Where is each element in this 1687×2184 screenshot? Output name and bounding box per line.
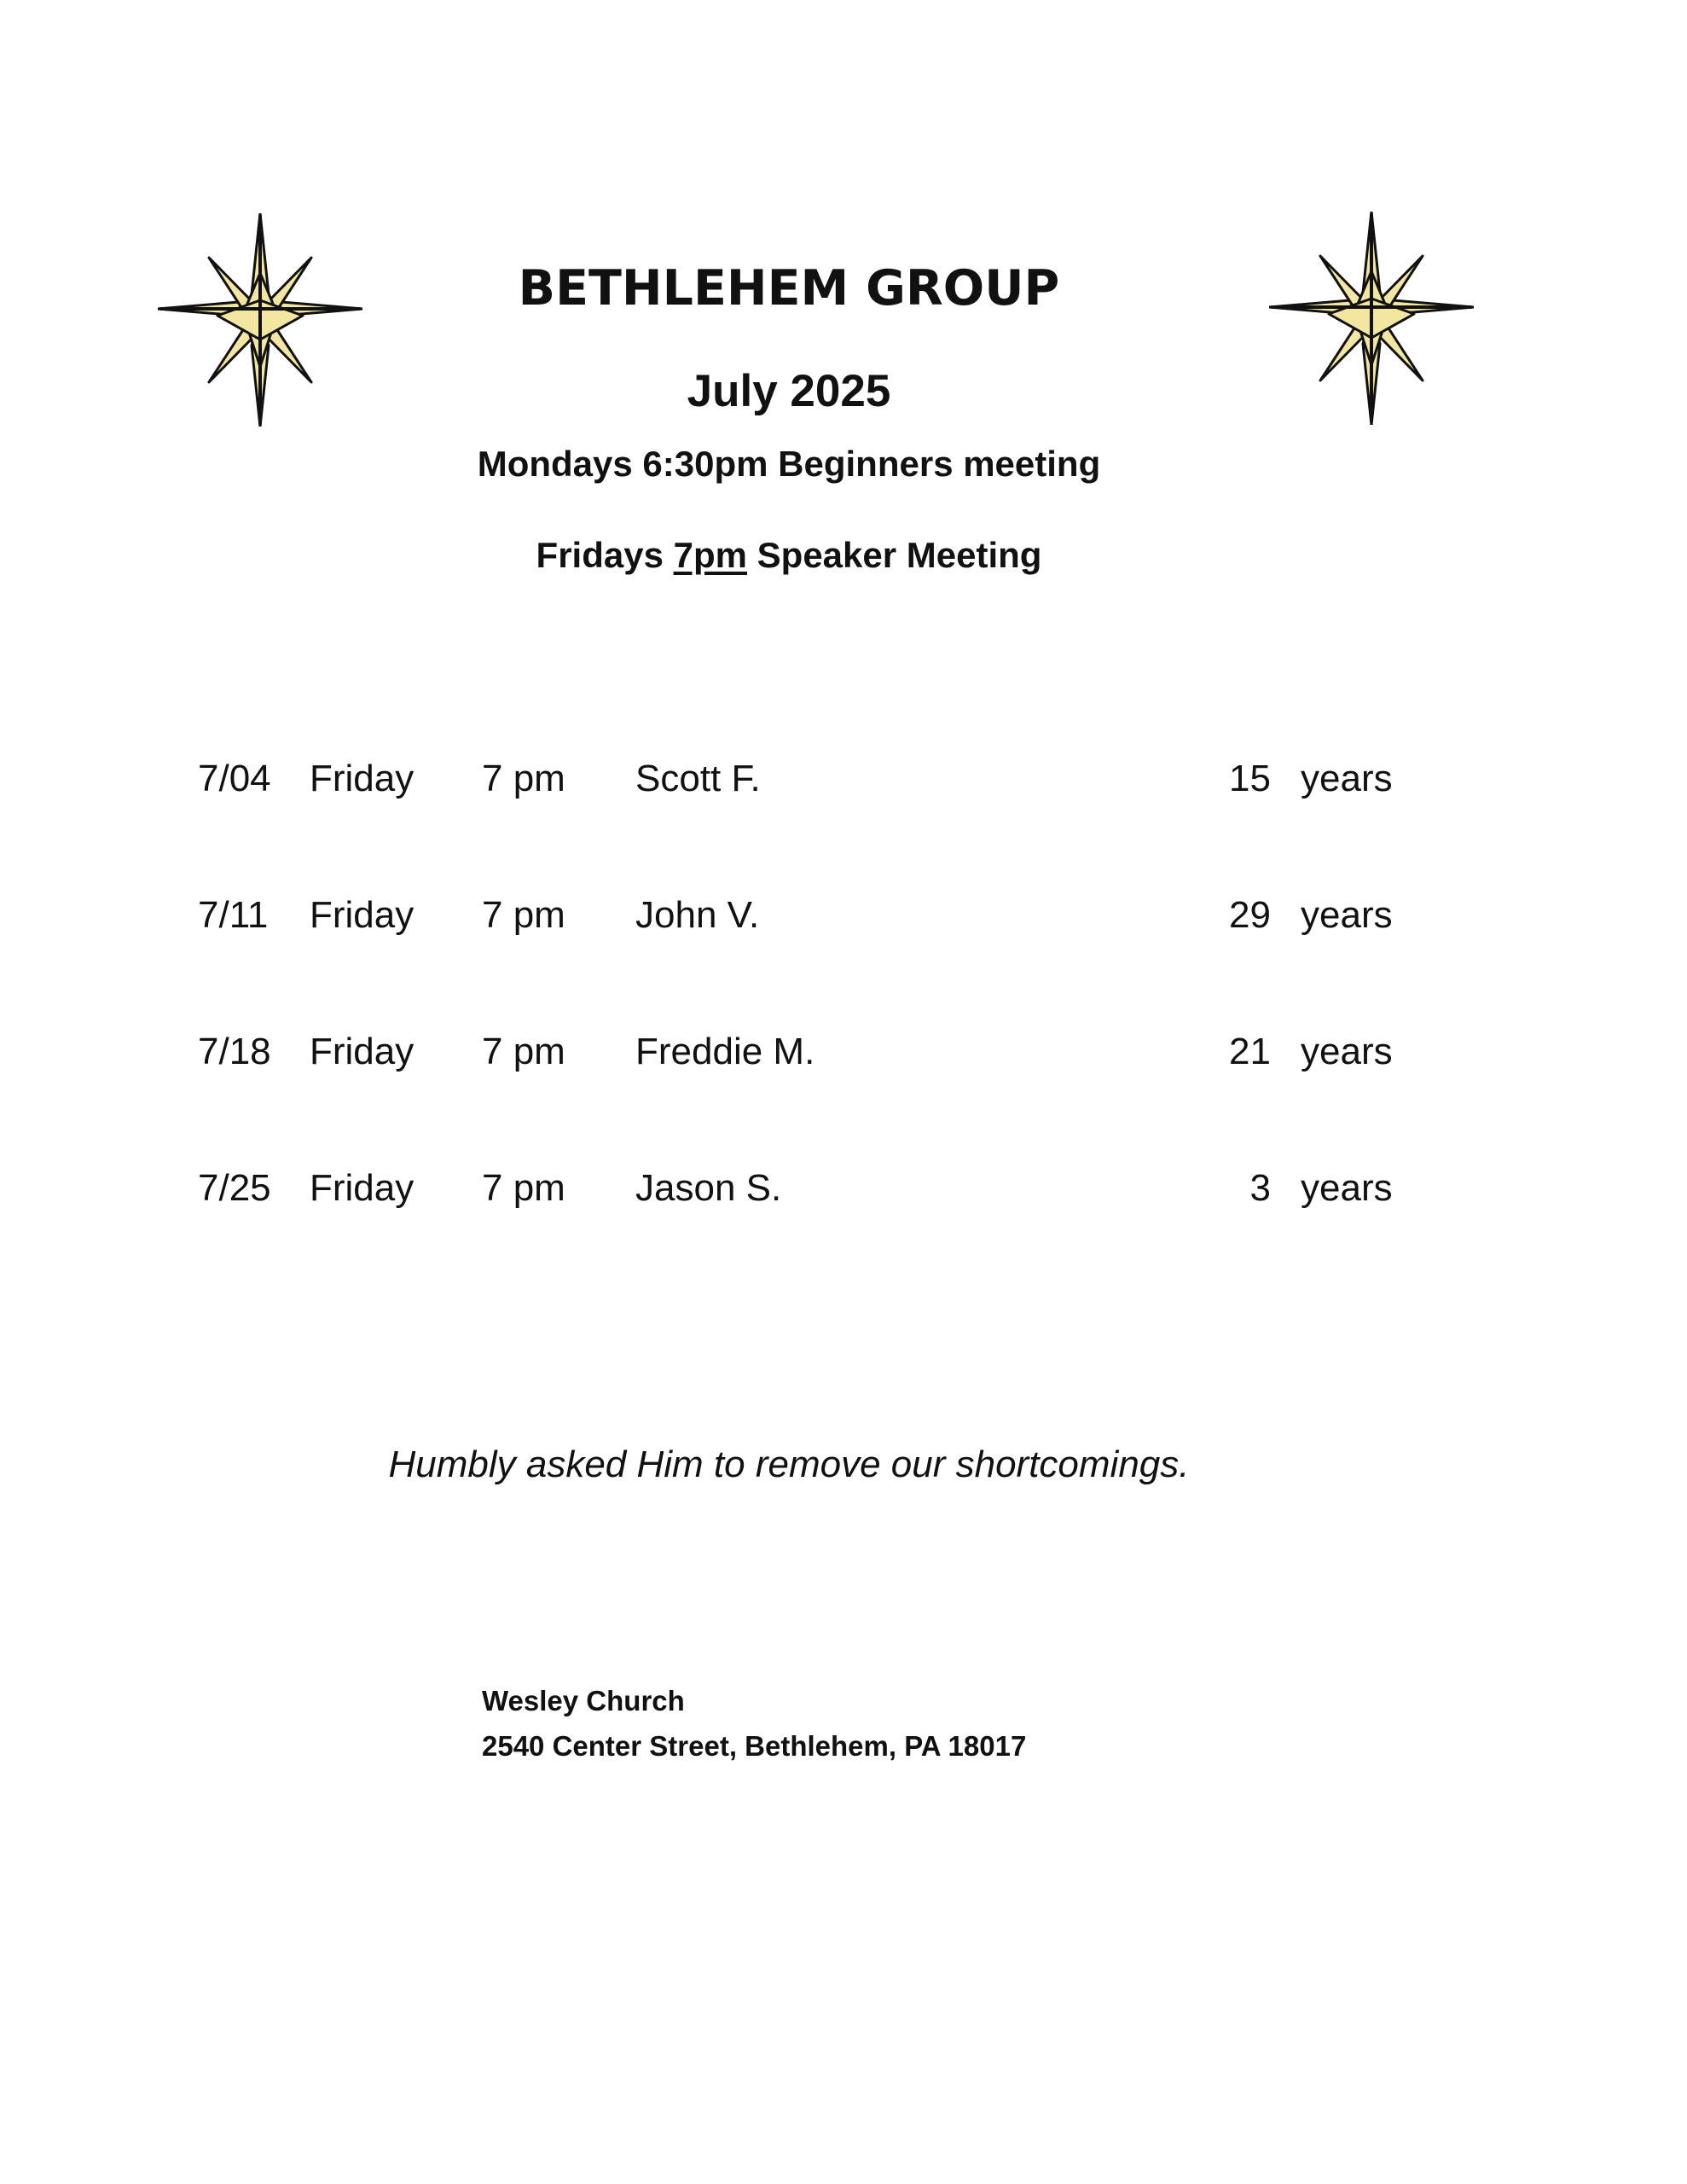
venue-address: 2540 Center Street, Bethlehem, PA 18017 <box>482 1730 1027 1762</box>
years-unit: years <box>1301 1031 1393 1072</box>
schedule-row <box>0 1031 1687 1082</box>
friday-prefix: Fridays <box>536 535 674 575</box>
sobriety-years: 29 <box>1229 894 1271 936</box>
schedule-day: Friday <box>310 1031 415 1072</box>
month-heading: July 2025 <box>687 366 891 416</box>
schedule-time: 7 pm <box>482 1031 565 1072</box>
page-title: BETHLEHEM GROUP <box>518 260 1060 317</box>
sobriety-years: 21 <box>1229 1031 1271 1072</box>
years-unit: years <box>1301 894 1393 936</box>
closing-quote: Humbly asked Him to remove our shortcomings. <box>388 1443 1190 1485</box>
years-unit: years <box>1301 1167 1393 1209</box>
venue-name: Wesley Church <box>482 1685 685 1716</box>
speaker-name: John V. <box>635 894 760 936</box>
friday-suffix: Speaker Meeting <box>746 535 1042 575</box>
sobriety-years: 3 <box>1249 1167 1271 1209</box>
speaker-name: Freddie M. <box>635 1031 815 1072</box>
friday-time: 7pm <box>673 535 747 575</box>
schedule-time: 7 pm <box>482 1167 565 1209</box>
speaker-name: Jason S. <box>635 1167 782 1209</box>
sobriety-years: 15 <box>1229 758 1271 799</box>
schedule-time: 7 pm <box>482 758 565 799</box>
schedule-time: 7 pm <box>482 894 565 936</box>
schedule-row <box>0 894 1687 945</box>
schedule-day: Friday <box>310 758 415 799</box>
monday-meeting-line: Mondays 6:30pm Beginners meeting <box>477 444 1101 484</box>
friday-meeting-line <box>0 535 1578 576</box>
schedule-date: 7/04 <box>198 758 271 799</box>
schedule-row <box>0 1167 1687 1218</box>
schedule-row <box>0 758 1687 809</box>
schedule-day: Friday <box>310 894 415 936</box>
schedule-day: Friday <box>310 1167 415 1209</box>
schedule-date: 7/18 <box>198 1031 271 1072</box>
speaker-name: Scott F. <box>635 758 761 799</box>
schedule-date: 7/11 <box>198 894 269 936</box>
years-unit: years <box>1301 758 1393 799</box>
schedule-date: 7/25 <box>198 1167 271 1209</box>
